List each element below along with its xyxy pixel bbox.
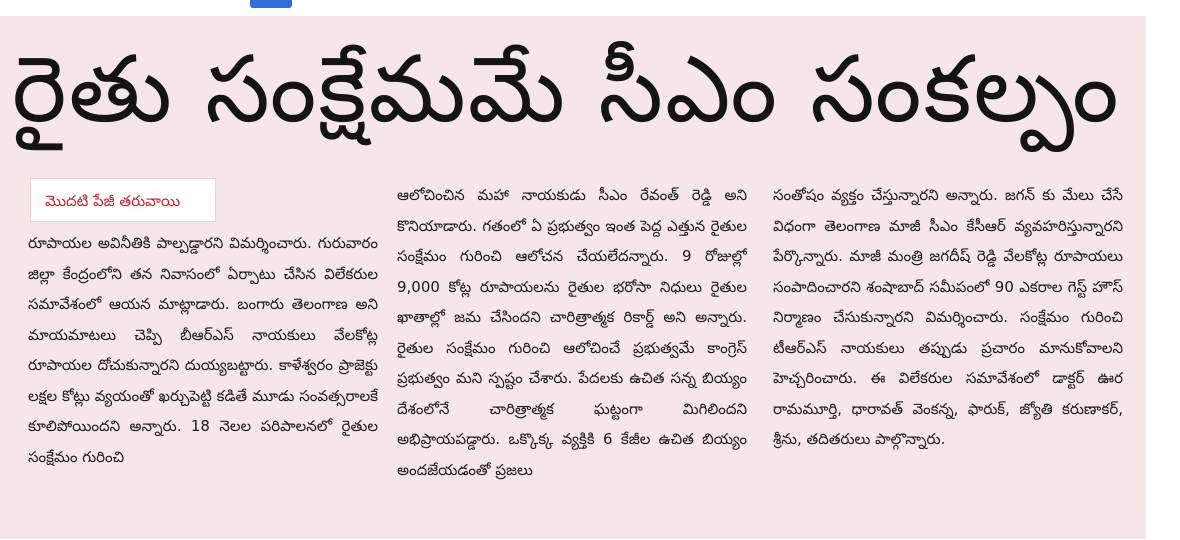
continuation-tag: మొదటి పేజీ తరువాయి — [30, 178, 216, 222]
top-margin — [0, 0, 1180, 16]
headline: రైతు సంక్షేమమే సీఎం సంకల్పం — [12, 36, 1121, 143]
article-column-1: రూపాయల అవినీతికి పాల్పడ్డారని విమర్శించారు. గురువారం జిల్లా కేంద్రంలోని తన నివాసంలో ఏర్పాటు చేసిన విలేకరుల సమావేశంలో ఆయన మాట్లాడారు. బంగారు తెలంగాణ అని మాయమాటలు చెప్పి బీఆర్ఎస్ నాయకులు వేలకోట్ల రూపాయల దోచుకున్నారని దుయ్యబట్టారు. కాళేశ్వరం ప్రాజెక్టు లక్షల కోట్లు వ్యయంతో ఖర్చుపెట్టి కడితే మూడు సంవత్సరాలకే కూలిపోయిందని అన్నారు. 18 నెలల పరిపాలనలో రైతుల సంక్షేమం గురించి — [28, 234, 378, 466]
right-margin — [1146, 0, 1180, 539]
app-icon-fragment — [250, 0, 292, 8]
article-column-2: ఆలోచించిన మహా నాయకుడు సీఎం రేవంత్ రెడ్డి అని కొనియాడారు. గతంలో ఏ ప్రభుత్వం ఇంత పెద్ద ఎత్తున రైతుల సంక్షేమం గురించి ఆలోచన చేయలేదన్నారు. 9 రోజుల్లో 9,000 కోట్ల రూపాయలను రైతుల భరోసా నిధులు రైతుల ఖాతాల్లో జమ చేసిందని చారిత్రాత్మక రికార్డ్ అని అన్నారు. రైతుల సంక్షేమం గురించి ఆలోచించే ప్రభుత్వమే కాంగ్రెస్ ప్రభుత్వం మని స్పష్టం చేశారు. పేదలకు ఉచిత సన్న బియ్యం దేశంలోనే చారిత్రాత్మక ఘట్టంగా మిగిలిందని అభిప్రాయపడ్డారు. ఒక్కొక్క వ్యక్తికి 6 కేజీల ఉచిత బియ్యం అందజేయడంతో ప్రజలు — [397, 186, 747, 479]
article-column-3: సంతోషం వ్యక్తం చేస్తున్నారని అన్నారు. జగన్ కు మేలు చేసే విధంగా తెలంగాణ మాజీ సీఎం కేసీఆర్ వ్యవహరిస్తున్నారని పేర్కొన్నారు. మాజీ మంత్రి జగదీష్ రెడ్డి వేలకోట్ల రూపాయలు సంపాదించారని శంషాబాద్ సమీపంలో 90 ఎకరాల గెస్ట్ హౌస్ నిర్మాణం చేసుకున్నారని విమర్శించారు. సంక్షేమం గురించి టీఆర్ఎస్ నాయకులు తప్పుడు ప్రచారం మానుకోవాలని హెచ్చరించారు. ఈ విలేకరుల సమావేశంలో డాక్టర్ ఊర రామమూర్తి, ధారావత్ వెంకన్న, ఫారుక్, జ్యోతి కరుణాకర్, శ్రీను, తదితరులు పాల్గొన్నారు. — [773, 186, 1123, 448]
